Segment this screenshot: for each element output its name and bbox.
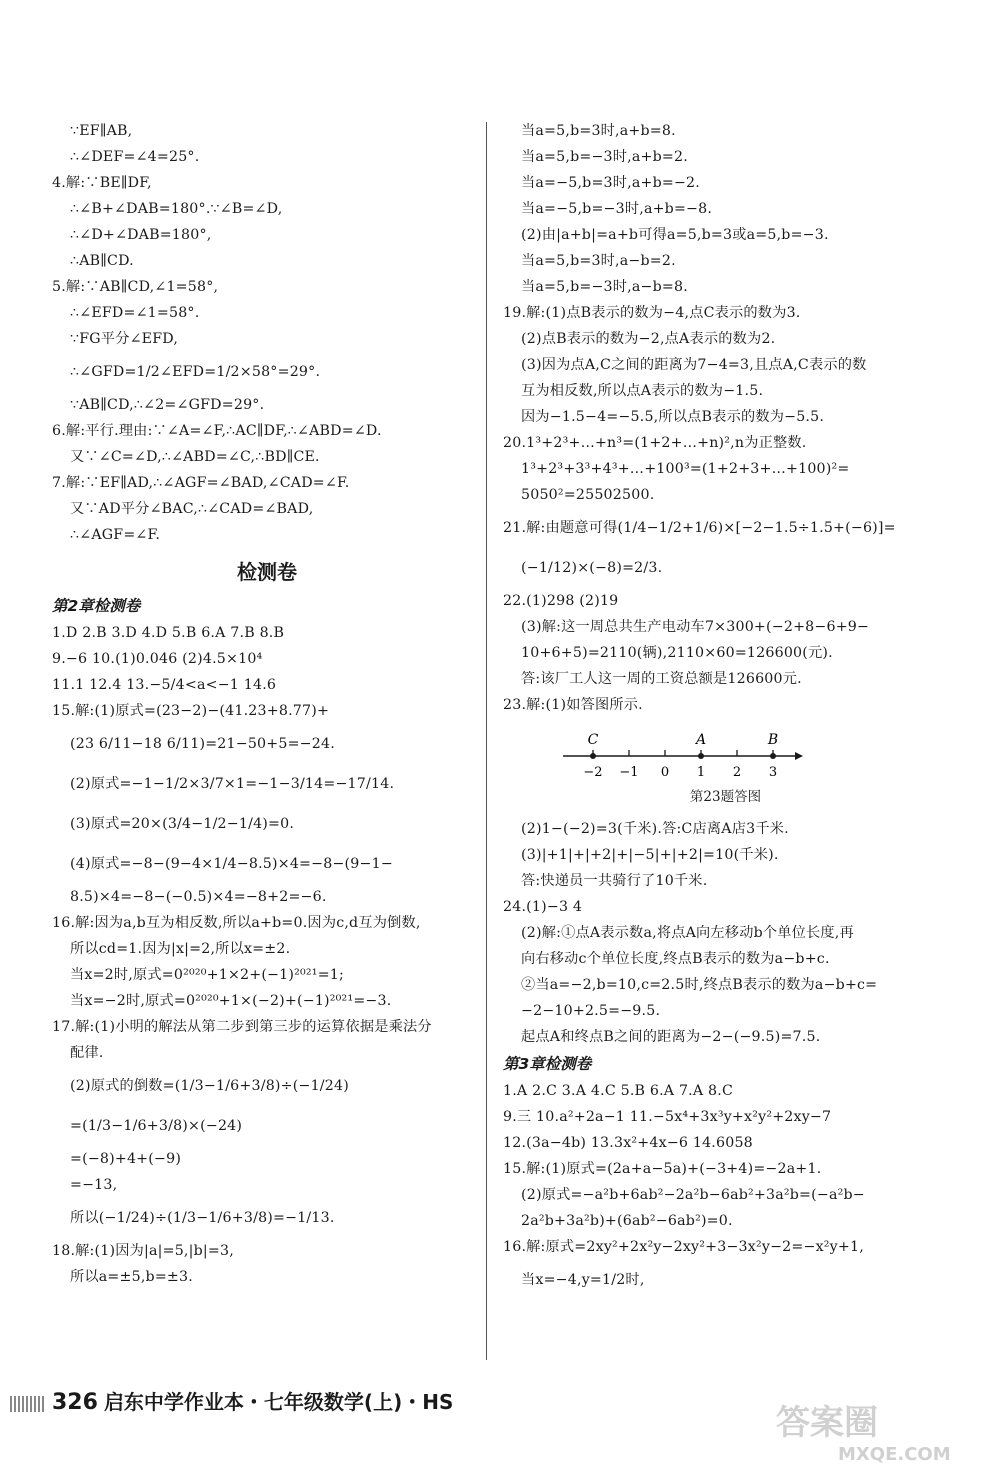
text-line: (2)原式=−1−1/2×3/7×1=−1−3/14=−17/14. xyxy=(70,776,395,792)
text-line: 所以a=±5,b=±3. xyxy=(70,1269,193,1285)
section-title: 检测卷 xyxy=(237,560,297,584)
text-line: 20.1³+2³+…+n³=(1+2+…+n)²,n为正整数. xyxy=(503,435,807,451)
text-line: 当a=−5,b=−3时,a+b=−8. xyxy=(521,201,713,217)
text-line: 互为相反数,所以点A表示的数为−1.5. xyxy=(521,383,764,399)
right-column xyxy=(503,118,948,1300)
text-line: 12.(3a−4b) 13.3x²+4x−6 14.6058 xyxy=(503,1135,753,1151)
number-line-point xyxy=(590,753,596,759)
text-line: ∴∠AGF=∠F. xyxy=(70,527,161,543)
text-line: ∴∠D+∠DAB=180°, xyxy=(70,227,212,243)
text-line: (3)原式=20×(3/4−1/2−1/4)=0. xyxy=(70,816,295,832)
text-line: ∴∠B+∠DAB=180°.∵∠B=∠D, xyxy=(70,201,283,217)
text-line: 答:该厂工人这一周的工资总额是126600元. xyxy=(521,671,802,687)
text-line: 所以(−1/24)÷(1/3−1/6+3/8)=−1/13. xyxy=(70,1210,335,1226)
text-line: 当a=−5,b=3时,a+b=−2. xyxy=(521,175,700,191)
watermark-logo xyxy=(768,1398,978,1464)
text-line: 15.解:(1)原式=(23−2)−(41.23+8.77)+ xyxy=(52,703,330,719)
text-line: (3)|+1|+|+2|+|−5|+|+2|=10(千米). xyxy=(521,847,779,863)
text-line: ②当a=−2,b=10,c=2.5时,终点B表示的数为a−b+c= xyxy=(521,977,878,993)
text-line: =−13, xyxy=(70,1177,118,1193)
text-line: 16.解:原式=2xy²+2x²y−2xy²+3−3x²y−2=−x²y+1, xyxy=(503,1239,864,1255)
text-line: 向右移动c个单位长度,终点B表示的数为a−b+c. xyxy=(521,951,830,967)
text-line: 6.解:平行.理由:∵∠A=∠F,∴AC∥DF,∴∠ABD=∠D. xyxy=(52,423,382,439)
text-line: 答:快递员一共骑行了10千米. xyxy=(521,873,708,889)
text-line: 1.A 2.C 3.A 4.C 5.B 6.A 7.A 8.C xyxy=(503,1083,734,1099)
text-line: =(1/3−1/6+3/8)×(−24) xyxy=(70,1118,243,1134)
right-mid-lines xyxy=(503,816,948,1050)
chapter-2-title: 第2章检测卷 xyxy=(52,597,141,615)
number-line-svg xyxy=(563,724,823,784)
text-line: 5.解:∵AB∥CD,∠1=58°, xyxy=(52,279,219,295)
page-number: 326 xyxy=(52,1390,98,1415)
text-line: (2)解:①点A表示数a,将点A向左移动b个单位长度,再 xyxy=(521,925,854,941)
text-line: 24.(1)−3 4 xyxy=(503,899,583,915)
text-line: 17.解:(1)小明的解法从第二步到第三步的运算依据是乘法分 xyxy=(52,1019,432,1035)
text-line: −2−10+2.5=−9.5. xyxy=(521,1003,661,1019)
text-line: 10+6+5)=2110(辆),2110×60=126600(元). xyxy=(521,645,833,661)
text-line: (2)原式=−a²b+6ab²−2a²b−6ab²+3a²b=(−a²b− xyxy=(521,1187,865,1203)
text-line: 9.三 10.a²+2a−1 11.−5x⁴+3x³y+x²y²+2xy−7 xyxy=(503,1109,832,1125)
number-line-arrow-icon xyxy=(795,752,803,760)
figure-caption: 第23题答图 xyxy=(689,789,762,805)
text-line: 16.解:因为a,b互为相反数,所以a+b=0.因为c,d互为倒数, xyxy=(52,915,421,931)
text-line: (3)因为点A,C之间的距离为7−4=3,且点A,C表示的数 xyxy=(521,357,867,373)
watermark-url: MXQE.COM xyxy=(838,1444,951,1464)
footer-decoration-icon xyxy=(10,1396,46,1412)
text-line: 5050²=25502500. xyxy=(521,487,655,503)
text-line: 所以cd=1.因为|x|=2,所以x=±2. xyxy=(70,941,291,957)
number-line-tick-label: −2 xyxy=(583,765,603,780)
text-line: 起点A和终点B之间的距离为−2−(−9.5)=7.5. xyxy=(521,1029,821,1045)
text-line: 23.解:(1)如答图所示. xyxy=(503,697,643,713)
chapter-3-title: 第3章检测卷 xyxy=(503,1055,592,1073)
text-line: 18.解:(1)因为|a|=5,|b|=3, xyxy=(52,1243,234,1259)
number-line-tick-label: 2 xyxy=(732,765,742,780)
text-line: (23 6/11−18 6/11)=21−50+5=−24. xyxy=(70,736,335,752)
text-line: 1³+2³+3³+4³+…+100³=(1+2+3+…+100)²= xyxy=(521,461,850,477)
text-line: ∴AB∥CD. xyxy=(70,253,134,269)
number-line-tick-label: 3 xyxy=(768,765,778,780)
watermark-text: 答案圈 xyxy=(776,1403,878,1443)
chapter-3-lines xyxy=(503,1078,948,1300)
number-line-tick-label: 0 xyxy=(660,765,670,780)
text-line: 4.解:∵BE∥DF, xyxy=(52,175,152,191)
text-line: 当a=5,b=−3时,a+b=2. xyxy=(521,149,688,165)
chapter-2-lines xyxy=(52,620,482,1290)
text-line: (4)原式=−8−(9−4×1/4−8.5)×4=−8−(9−1− xyxy=(70,856,393,872)
text-line: (3)解:这一周总共生产电动车7×300+(−2+8−6+9− xyxy=(521,619,870,635)
text-line: ∵EF∥AB, xyxy=(70,123,133,139)
number-line-point-label: A xyxy=(695,732,707,748)
text-line: 当a=5,b=3时,a−b=2. xyxy=(521,253,676,269)
number-line-tick-label: 1 xyxy=(696,765,706,780)
text-line: 9.−6 10.(1)0.046 (2)4.5×10⁴ xyxy=(52,651,263,667)
number-line-tick-label: −1 xyxy=(619,765,639,780)
number-line-point xyxy=(770,753,776,759)
text-line: (2)由|a+b|=a+b可得a=5,b=3或a=5,b=−3. xyxy=(521,227,829,243)
text-line: 19.解:(1)点B表示的数为−4,点C表示的数为3. xyxy=(503,305,801,321)
text-line: 11.1 12.4 13.−5/4<a<−1 14.6 xyxy=(52,677,277,693)
text-line: 又∵AD平分∠BAC,∴∠CAD=∠BAD, xyxy=(70,501,314,517)
text-line: 因为−1.5−4=−5.5,所以点B表示的数为−5.5. xyxy=(521,409,825,425)
text-line: (2)原式的倒数=(1/3−1/6+3/8)÷(−1/24) xyxy=(70,1078,349,1094)
text-line: 又∵∠C=∠D,∴∠ABD=∠C,∴BD∥CE. xyxy=(70,449,320,465)
text-line: 当x=−2时,原式=0²⁰²⁰+1×(−2)+(−1)²⁰²¹=−3. xyxy=(70,993,392,1009)
text-line: (2)1−(−2)=3(千米).答:C店离A店3千米. xyxy=(521,821,789,837)
number-line-point xyxy=(698,753,704,759)
text-line: 当x=2时,原式=0²⁰²⁰+1×2+(−1)²⁰²¹=1; xyxy=(70,967,344,983)
text-line: 7.解:∵EF∥AD,∴∠AGF=∠BAD,∠CAD=∠F. xyxy=(52,475,350,491)
text-line: 8.5)×4=−8−(−0.5)×4=−8+2=−6. xyxy=(70,889,327,905)
text-line: 1.D 2.B 3.D 4.D 5.B 6.A 7.B 8.B xyxy=(52,625,285,641)
text-line: ∴∠DEF=∠4=25°. xyxy=(70,149,200,165)
text-line: 当a=5,b=3时,a+b=8. xyxy=(521,123,676,139)
text-line: ∴∠EFD=∠1=58°. xyxy=(70,305,200,321)
text-line: 15.解:(1)原式=(2a+a−5a)+(−3+4)=−2a+1. xyxy=(503,1161,822,1177)
text-line: 配律. xyxy=(70,1045,104,1061)
text-line: (−1/12)×(−8)=2/3. xyxy=(521,560,663,576)
text-line: 2a²b+3a²b)+(6ab²−6ab²)=0. xyxy=(521,1213,733,1229)
book-title: 启东中学作业本・七年级数学(上)・HS xyxy=(103,1390,454,1414)
number-line-point-label: C xyxy=(587,732,599,748)
text-line: =(−8)+4+(−9) xyxy=(70,1151,182,1167)
column-divider xyxy=(486,122,487,1360)
number-line-point-label: B xyxy=(767,732,779,748)
text-line: 当x=−4,y=1/2时, xyxy=(521,1272,645,1288)
text-line: 21.解:由题意可得(1/4−1/2+1/6)×[−2−1.5÷1.5+(−6)]= xyxy=(503,520,896,536)
text-line: 22.(1)298 (2)19 xyxy=(503,593,619,609)
left-top-lines xyxy=(52,118,482,548)
left-column xyxy=(52,118,482,1290)
number-line-figure xyxy=(503,724,948,814)
page-footer xyxy=(10,1382,453,1422)
right-top-lines xyxy=(503,118,948,718)
text-line: 当a=5,b=−3时,a−b=8. xyxy=(521,279,688,295)
text-line: ∴∠GFD=1/2∠EFD=1/2×58°=29°. xyxy=(70,364,321,380)
text-line: ∵FG平分∠EFD, xyxy=(70,331,179,347)
text-line: ∵AB∥CD,∴∠2=∠GFD=29°. xyxy=(70,397,265,413)
text-line: (2)点B表示的数为−2,点A表示的数为2. xyxy=(521,331,776,347)
